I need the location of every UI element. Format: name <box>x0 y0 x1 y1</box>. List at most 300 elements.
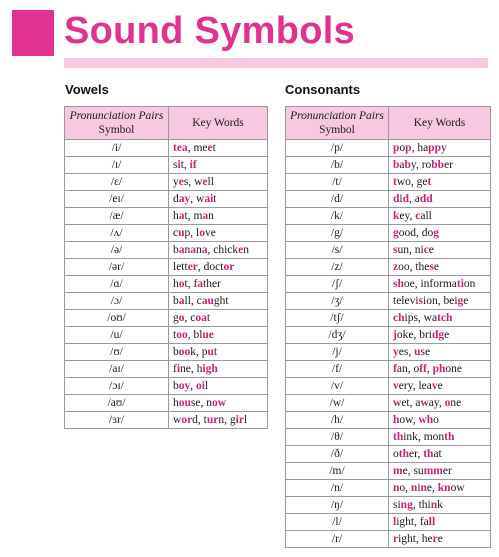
word-text: n <box>243 244 250 256</box>
word-text: ther <box>203 278 221 290</box>
word-text: h <box>173 278 179 290</box>
word-text: , <box>412 499 419 511</box>
word-text: fa <box>419 516 429 528</box>
highlighted-letters: r <box>432 533 438 545</box>
table-row <box>65 327 268 344</box>
symbol-cell: /æ/ <box>65 208 169 225</box>
highlighted-letters: e <box>238 244 244 256</box>
vowels-heading: Vowels <box>65 82 109 97</box>
word-text: , <box>417 431 424 443</box>
table-row <box>286 531 491 548</box>
word-text: , <box>437 295 444 307</box>
key-words-cell <box>389 497 491 514</box>
highlighted-letters: au <box>201 295 214 307</box>
word-text: ips <box>404 312 418 324</box>
highlighted-letters: n <box>393 482 400 494</box>
symbol-cell: /d/ <box>286 191 389 208</box>
table-row <box>286 208 491 225</box>
word-text: t <box>184 210 188 222</box>
word-text: h <box>173 210 179 222</box>
word-text: o <box>393 448 399 460</box>
symbol-cell: /m/ <box>286 463 389 480</box>
word-text: o <box>413 363 420 375</box>
table-row <box>286 412 491 429</box>
table-row <box>286 276 491 293</box>
key-words-cell <box>389 412 491 429</box>
highlighted-letters: u <box>414 346 421 358</box>
table-row <box>65 395 268 412</box>
pronunciation-pairs-label: Pronunciation Pairs <box>290 110 384 122</box>
word-text: informa <box>420 278 457 290</box>
word-text: t <box>206 312 211 324</box>
word-text: er <box>408 448 418 460</box>
highlighted-letters: ti <box>456 278 464 290</box>
word-text: p <box>201 346 208 358</box>
word-text: , <box>196 346 202 358</box>
highlighted-letters: ai <box>204 193 214 205</box>
table-row <box>286 378 491 395</box>
highlighted-letters: p <box>405 142 412 154</box>
word-text: ow <box>450 482 465 494</box>
table-header-row <box>65 107 268 140</box>
word-text: w <box>194 176 203 188</box>
symbol-cell: /aʊ/ <box>65 395 169 412</box>
highlighted-letters: ue <box>202 329 214 341</box>
word-text: er <box>444 159 454 171</box>
symbol-cell: /θ/ <box>286 429 389 446</box>
word-text: , <box>413 329 420 341</box>
word-text: oo <box>398 261 410 273</box>
highlighted-letters: if <box>189 159 197 171</box>
key-words-cell <box>389 259 491 276</box>
highlighted-letters: dg <box>431 329 445 341</box>
highlighted-letters: mm <box>423 465 443 477</box>
word-text: , <box>438 397 445 409</box>
word-text: e <box>463 295 469 307</box>
word-text: l <box>196 227 200 239</box>
word-text: ha <box>417 142 429 154</box>
highlighted-letters: ur <box>206 414 219 426</box>
highlighted-letters: wh <box>418 414 434 426</box>
key-words-cell <box>389 208 491 225</box>
highlighted-letters: ff <box>419 363 427 375</box>
highlighted-letters: e <box>178 176 184 188</box>
symbol-cell: /w/ <box>286 395 389 412</box>
symbol-column-header <box>286 107 389 140</box>
word-text: t <box>213 193 217 205</box>
highlighted-letters: oo <box>176 329 188 341</box>
key-words-cell <box>169 276 268 293</box>
highlighted-letters: sh <box>393 278 404 290</box>
table-row <box>65 225 268 242</box>
highlighted-letters: o <box>178 278 185 290</box>
symbol-cell: /dʒ/ <box>286 327 389 344</box>
highlighted-letters: r <box>393 533 399 545</box>
word-text: oke <box>396 329 414 341</box>
word-text: f <box>173 363 177 375</box>
word-text: p <box>184 227 191 239</box>
word-text: y <box>173 176 179 188</box>
table-row <box>65 344 268 361</box>
highlighted-letters: n <box>420 482 427 494</box>
word-text: ni <box>414 244 424 256</box>
key-words-cell <box>169 157 268 174</box>
highlighted-letters: er <box>187 261 198 273</box>
word-text: i <box>399 193 403 205</box>
symbol-cell: /u/ <box>65 327 169 344</box>
word-text: ery <box>398 380 413 392</box>
word-text: , <box>183 159 190 171</box>
word-text: a <box>415 397 421 409</box>
word-text: l <box>243 414 248 426</box>
word-text: y <box>410 159 416 171</box>
word-text: h <box>196 363 203 375</box>
word-text: , <box>197 414 204 426</box>
word-text: , <box>187 329 194 341</box>
key-words-cell <box>389 157 491 174</box>
table-row <box>286 480 491 497</box>
word-text: lett <box>173 261 188 273</box>
word-text: ey <box>399 210 410 222</box>
highlighted-letters: g <box>393 227 399 239</box>
key-words-cell <box>389 327 491 344</box>
highlighted-letters: ng <box>400 499 413 511</box>
symbol-cell: /t/ <box>286 174 389 191</box>
word-text: , <box>187 142 194 154</box>
word-text: , <box>407 465 414 477</box>
word-text: , <box>409 261 416 273</box>
word-text: he <box>421 533 433 545</box>
word-text: e <box>444 329 450 341</box>
word-text: ight <box>398 533 416 545</box>
key-words-cell <box>389 429 491 446</box>
highlighted-letters: oa <box>195 312 207 324</box>
consonants-table-body <box>286 140 491 548</box>
word-text: t <box>213 346 218 358</box>
key-words-cell <box>169 174 268 191</box>
consonants-table <box>285 106 491 548</box>
highlighted-letters: v <box>431 380 438 392</box>
word-text: , <box>410 176 417 188</box>
key-words-cell <box>169 327 268 344</box>
highlighted-letters: dd <box>419 193 433 205</box>
highlighted-letters: ou <box>178 397 191 409</box>
highlighted-letters: th <box>444 431 455 443</box>
symbol-cell: /ɔ/ <box>65 293 169 310</box>
symbol-cell: /eɪ/ <box>65 191 169 208</box>
word-text: ght <box>213 295 229 307</box>
word-text: at <box>433 448 442 460</box>
highlighted-letters: z <box>393 261 399 273</box>
table-row <box>286 140 491 157</box>
vowels-table <box>64 106 268 429</box>
word-text: do <box>421 227 434 239</box>
word-text: ll <box>207 176 214 188</box>
key-words-cell <box>169 140 268 157</box>
key-words-cell <box>389 242 491 259</box>
word-text: , <box>412 414 419 426</box>
symbol-cell: /i/ <box>65 140 169 157</box>
symbol-cell: /f/ <box>286 361 389 378</box>
table-row <box>286 446 491 463</box>
highlighted-letters: j <box>393 329 397 341</box>
word-text: si <box>393 499 401 511</box>
word-text: w <box>173 414 182 426</box>
symbol-cell: /k/ <box>286 208 389 225</box>
word-text: ve <box>204 227 216 239</box>
word-text: wo <box>396 176 411 188</box>
key-words-column-header: Key Words <box>169 107 268 140</box>
table-row <box>65 310 268 327</box>
highlighted-letters: l <box>393 516 397 528</box>
highlighted-letters: a <box>178 295 185 307</box>
word-text: b <box>173 346 179 358</box>
key-words-cell <box>389 514 491 531</box>
key-words-cell <box>169 344 268 361</box>
highlighted-letters: o <box>178 312 185 324</box>
key-words-cell <box>169 395 268 412</box>
highlighted-letters: o <box>199 227 205 239</box>
word-text: n <box>218 414 225 426</box>
highlighted-letters: ir <box>235 414 244 426</box>
highlighted-letters: o <box>444 397 451 409</box>
highlighted-letters: b <box>404 159 411 171</box>
key-words-cell <box>389 531 491 548</box>
symbol-cell: /h/ <box>286 412 389 429</box>
word-text: t <box>203 414 207 426</box>
word-text: , <box>408 346 415 358</box>
word-text: ge <box>416 176 428 188</box>
word-text: , <box>415 159 422 171</box>
word-text: su <box>413 465 424 477</box>
highlighted-letters: e <box>207 142 213 154</box>
table-row <box>65 140 268 157</box>
highlighted-letters: t <box>393 176 397 188</box>
table-row <box>286 310 491 327</box>
table-row <box>286 293 491 310</box>
highlighted-letters: k <box>393 210 400 222</box>
highlighted-letters: pp <box>428 142 441 154</box>
symbol-cell: /ŋ/ <box>286 497 389 514</box>
word-text: b <box>173 380 179 392</box>
key-words-cell <box>389 276 491 293</box>
word-text: , <box>411 142 418 154</box>
highlighted-letters: d <box>402 193 410 205</box>
word-text: e <box>402 465 408 477</box>
key-words-column-header: Key Words <box>389 107 491 140</box>
key-words-cell <box>389 446 491 463</box>
consonants-heading: Consonants <box>285 82 361 97</box>
highlighted-letters: bb <box>431 159 445 171</box>
word-text: doct <box>203 261 224 273</box>
word-text: , <box>408 244 415 256</box>
word-text: t <box>180 159 184 171</box>
word-text: ne <box>180 363 191 375</box>
word-text: ink <box>403 431 418 443</box>
symbol-label: Symbol <box>98 124 135 136</box>
highlighted-letters: a <box>197 278 204 290</box>
symbol-cell: /l/ <box>286 514 389 531</box>
symbol-cell: /ə/ <box>65 242 169 259</box>
word-text: un <box>397 244 409 256</box>
highlighted-letters: c <box>423 244 429 256</box>
highlighted-letters: t <box>427 176 432 188</box>
word-text: , <box>405 482 411 494</box>
highlighted-letters: or <box>223 261 235 273</box>
key-words-cell <box>389 293 491 310</box>
key-words-cell <box>169 378 268 395</box>
highlighted-letters: g <box>457 295 464 307</box>
word-text: , <box>414 278 421 290</box>
highlighted-letters: ch <box>393 312 405 324</box>
word-text: t <box>212 142 216 154</box>
word-text: , <box>416 227 422 239</box>
pronunciation-pairs-label: Pronunciation Pairs <box>69 110 164 122</box>
symbol-cell: /n/ <box>286 480 389 497</box>
word-text: s <box>173 159 178 171</box>
word-text: on <box>463 278 476 290</box>
highlighted-letters: i <box>176 363 181 375</box>
word-text: , <box>409 210 416 222</box>
highlighted-letters: b <box>393 159 400 171</box>
word-text: wa <box>423 312 438 324</box>
word-text: b <box>173 244 179 256</box>
symbol-cell: /p/ <box>286 140 389 157</box>
word-text: , <box>409 193 415 205</box>
symbol-cell: /b/ <box>286 157 389 174</box>
symbol-cell: /g/ <box>286 225 389 242</box>
word-text: , <box>197 261 204 273</box>
word-text: the <box>415 261 430 273</box>
word-text: , <box>188 176 195 188</box>
word-text: ion <box>423 295 438 307</box>
highlighted-letters: ow <box>212 397 227 409</box>
word-text: l <box>204 380 209 392</box>
word-text: ow <box>399 414 413 426</box>
word-text: ay <box>428 397 439 409</box>
word-text: d <box>173 193 179 205</box>
word-text: , <box>190 227 197 239</box>
highlighted-letters: d <box>393 193 400 205</box>
word-text: se <box>190 397 201 409</box>
word-text: , <box>200 397 207 409</box>
word-text: ood <box>398 227 416 239</box>
word-text: c <box>173 227 179 239</box>
word-text: t <box>184 278 188 290</box>
word-text: e <box>428 244 434 256</box>
highlighted-letters: igh <box>202 363 218 375</box>
highlighted-letters: a <box>178 210 185 222</box>
highlighted-letters: a <box>201 244 208 256</box>
highlighted-letters: s <box>418 295 424 307</box>
highlighted-letters: th <box>398 448 409 460</box>
symbol-cell: /ð/ <box>286 446 389 463</box>
symbol-cell: /ʒ/ <box>286 293 389 310</box>
word-text: , <box>416 533 422 545</box>
symbol-cell: /ər/ <box>65 259 169 276</box>
symbol-cell: /ʌ/ <box>65 225 169 242</box>
key-words-cell <box>389 225 491 242</box>
word-text: , <box>432 482 438 494</box>
table-row <box>286 259 491 276</box>
word-text: d <box>192 414 198 426</box>
word-text: et <box>401 397 410 409</box>
table-row <box>286 242 491 259</box>
word-text: oe <box>403 278 415 290</box>
symbol-cell: /oʊ/ <box>65 310 169 327</box>
table-row <box>286 463 491 480</box>
page-title: Sound Symbols <box>64 10 356 52</box>
table-row <box>65 208 268 225</box>
word-text: ne <box>450 397 462 409</box>
table-row <box>286 429 491 446</box>
word-text: , <box>184 312 191 324</box>
symbol-cell: /ʊ/ <box>65 344 169 361</box>
highlighted-letters: th <box>423 448 434 460</box>
symbol-cell: /aɪ/ <box>65 361 169 378</box>
highlighted-letters: p <box>393 142 400 154</box>
word-text: t <box>173 329 177 341</box>
key-words-cell <box>389 174 491 191</box>
highlighted-letters: a <box>190 244 196 256</box>
word-text: c <box>190 312 196 324</box>
highlighted-letters: s <box>393 244 398 256</box>
word-text: , <box>417 312 424 324</box>
highlighted-letters: ll <box>428 516 436 528</box>
table-row <box>286 514 491 531</box>
word-text: chick <box>213 244 239 256</box>
word-text: , <box>190 380 196 392</box>
word-text: b <box>173 295 179 307</box>
word-text: n <box>208 210 214 222</box>
key-words-cell <box>389 395 491 412</box>
word-text: , <box>187 278 194 290</box>
symbol-cell: /ɜr/ <box>65 412 169 429</box>
highlighted-letters: s <box>429 261 434 273</box>
word-text: k <box>437 499 443 511</box>
table-row <box>286 191 491 208</box>
word-text: lea <box>418 380 432 392</box>
symbol-column-header <box>65 107 169 140</box>
key-words-cell <box>169 225 268 242</box>
highlighted-letters: tea <box>173 142 188 154</box>
word-text: , <box>414 516 420 528</box>
word-text: e <box>437 533 443 545</box>
symbol-cell: /tʃ/ <box>286 310 389 327</box>
symbol-cell: /j/ <box>286 344 389 361</box>
key-words-cell <box>389 378 491 395</box>
highlighted-letters: th <box>393 431 404 443</box>
word-text: mon <box>423 431 445 443</box>
highlighted-letters: c <box>415 210 421 222</box>
highlighted-letters: oy <box>178 380 191 392</box>
word-text: m <box>193 210 203 222</box>
highlighted-letters: w <box>420 397 429 409</box>
word-text: , <box>426 363 433 375</box>
word-text: n <box>184 244 191 256</box>
word-text: , <box>190 295 197 307</box>
title-accent-block <box>12 10 54 56</box>
symbol-cell: /ɑ/ <box>65 276 169 293</box>
symbol-cell: /r/ <box>286 531 389 548</box>
highlighted-letters: a <box>202 210 209 222</box>
table-row <box>65 276 268 293</box>
word-text: one <box>445 363 463 375</box>
word-text: n <box>206 397 212 409</box>
word-text: bei <box>443 295 458 307</box>
word-text: ll <box>184 295 191 307</box>
word-text: es <box>398 346 409 358</box>
